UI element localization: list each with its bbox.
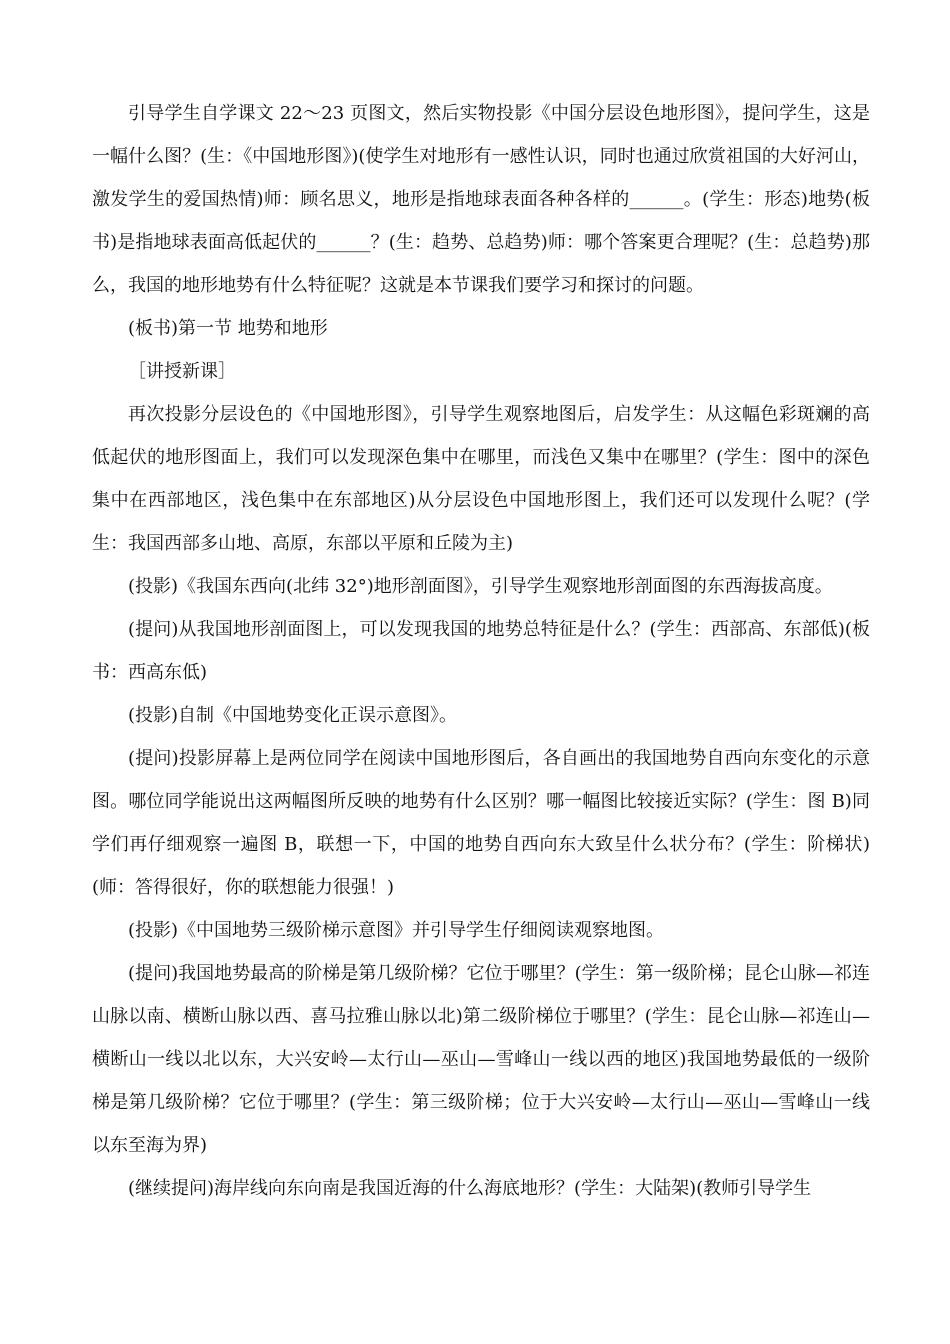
paragraph-custom-diagram: (投影)自制《中国地势变化正误示意图》。 [128,705,458,726]
document-body [92,92,870,1210]
paragraph-continued-question: (继续提问)海岸线向东向南是我国近海的什么海底地形？(学生：大陆架)(教师引导学生 [128,1178,812,1199]
paragraph-intro: 引导学生自学课文 22～23 页图文，然后实物投影《中国分层设色地形图》，提问学生，这是一幅什么图？(生：《中国地形图》)(使学生对地形有一感性认识，同时也通过欣赏祖国的大好河山，激发学生的爱国热情)师：顾名思义，地形是指地球表面各种各样的______。(学生：形态)地势(板书)是指地球表面高低起伏的______？(生：趋势、总趋势)师：哪个答案更合理呢？(生：总趋势)那么，我国的地形地势有什么特征呢？这就是本节课我们要学习和探讨的问题。 [92,103,870,296]
paragraph-terrain-question: (提问)从我国地形剖面图上，可以发现我国的地势总特征是什么？(学生：西部高、东部低)(板书：西高东低) [92,619,870,683]
section-heading: (板书)第一节 地势和地形 [128,318,328,339]
paragraph-profile-projection: (投影)《我国东西向(北纬 32°)地形剖面图》，引导学生观察地形剖面图的东西海拔高度。 [128,576,833,597]
paragraph-map-observation: 再次投影分层设色的《中国地形图》，引导学生观察地图后，启发学生：从这幅色彩斑斓的高低起伏的地形图面上，我们可以发现深色集中在哪里，而浅色又集中在哪里？(学生：图中的深色集中在西部地区，浅色集中在东部地区)从分层设色中国地形图上，我们还可以发现什么呢？(学生：我国西部多山地、高原，东部以平原和丘陵为主) [92,404,870,554]
paragraph-diagram-question: (提问)投影屏幕上是两位同学在阅读中国地形图后，各自画出的我国地势自西向东变化的示意图。哪位同学能说出这两幅图所反映的地势有什么区别？哪一幅图比较接近实际？(学生：图 B)同学们再仔细观察一遍图 B，联想一下，中国的地势自西向东大致呈什么状分布？(学生：阶梯状)(师：答得很好，你的联想能力很强！) [92,748,870,898]
paragraph-steps-question: (提问)我国地势最高的阶梯是第几级阶梯？它位于哪里？(学生：第一级阶梯；昆仑山脉—祁连山脉以南、横断山脉以西、喜马拉雅山脉以北)第二级阶梯位于哪里？(学生：昆仑山脉—祁连山—横断山一线以北以东，大兴安岭—太行山—巫山—雪峰山一线以西的地区)我国地势最低的一级阶梯是第几级阶梯？它位于哪里？(学生：第三级阶梯；位于大兴安岭—太行山—巫山—雪峰山一线以东至海为界) [92,963,870,1156]
section-label-new-lesson: ［讲授新课］ [128,361,236,382]
paragraph-three-steps-projection: (投影)《中国地势三级阶梯示意图》并引导学生仔细阅读观察地图。 [128,920,665,941]
